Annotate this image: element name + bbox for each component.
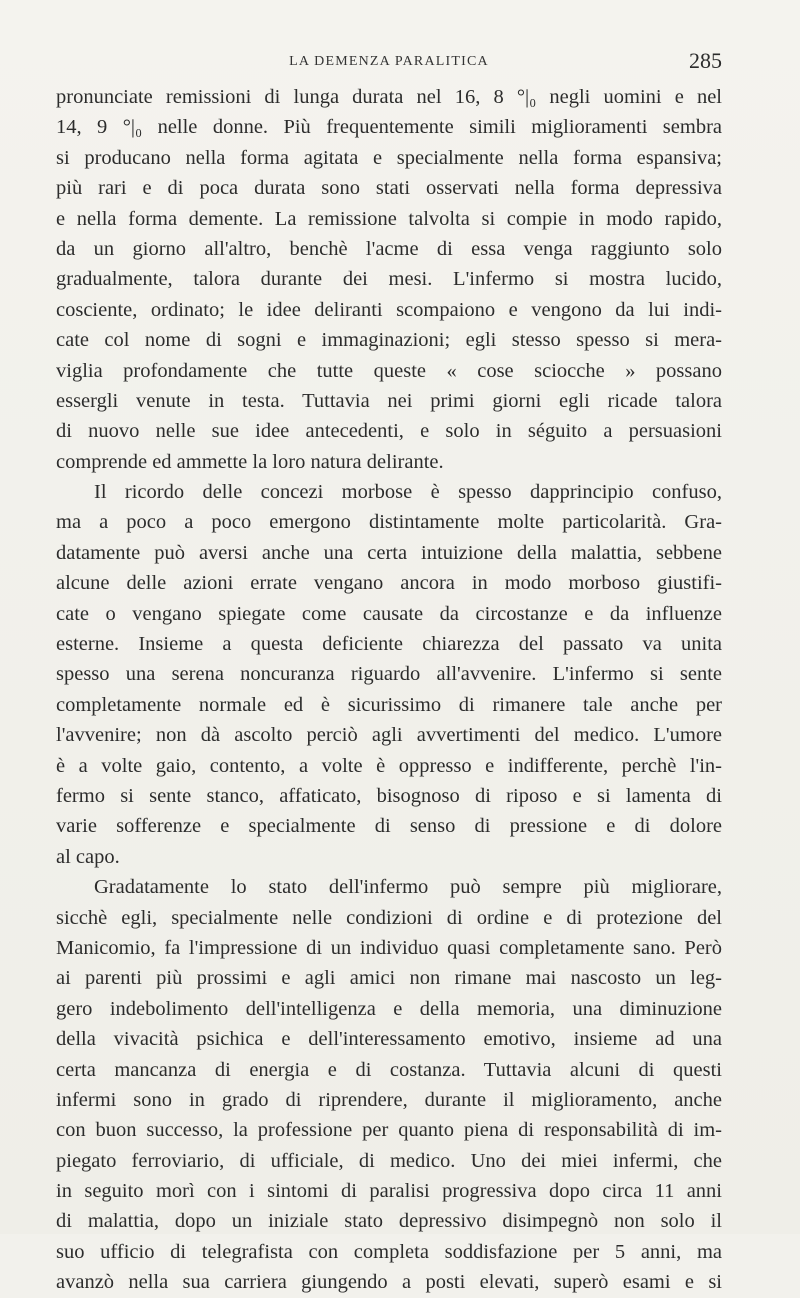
- text-line: si producano nella forma agitata e specialmente nella forma espansiva;: [56, 146, 722, 169]
- text-line: di nuovo nelle sue idee antecedenti, e solo in séguito a persuasioni: [56, 420, 722, 443]
- text-line: alcune delle azioni errate vengano ancora in modo morboso giustifi-: [56, 572, 722, 595]
- text-line: e nella forma demente. La remissione talvolta si compie in modo rapido,: [56, 207, 722, 230]
- text-line: avanzò nella sua carriera giungendo a posti elevati, superò esami e si: [56, 1271, 722, 1294]
- text-line: 14, 9 °|₀ nelle donne. Più frequentemente simili miglioramenti sembra: [56, 116, 722, 139]
- text-line: sicchè egli, specialmente nelle condizioni di ordine e di protezione del: [56, 906, 722, 929]
- text-line: datamente può aversi anche una certa intuizione della malattia, sebbene: [56, 541, 722, 564]
- text-line: cate o vengano spiegate come causate da circostanze e da influenze: [56, 602, 722, 625]
- text-line: essergli venute in testa. Tuttavia nei primi giorni egli ricade talora: [56, 389, 722, 412]
- text-line: l'avvenire; non dà ascolto perciò agli avvertimenti del medico. L'umore: [56, 724, 722, 747]
- text-line: ai parenti più prossimi e agli amici non rimane mai nascosto un leg-: [56, 967, 722, 990]
- text-line: spesso una serena noncuranza riguardo all'avvenire. L'infermo si sente: [56, 663, 722, 686]
- text-line: ma a poco a poco emergono distintamente molte particolarità. Gra-: [56, 511, 722, 534]
- page-number: 285: [689, 48, 722, 73]
- text-line: Il ricordo delle concezi morbose è spesso dapprincipio confuso,: [94, 481, 722, 504]
- text-line: più rari e di poca durata sono stati osservati nella forma depressiva: [56, 177, 722, 200]
- text-line: certa mancanza di energia e di costanza. Tuttavia alcuni di questi: [56, 1058, 722, 1081]
- text-line: gradualmente, talora durante dei mesi. L'infermo si mostra lucido,: [56, 268, 722, 291]
- text-line: suo ufficio di telegrafista con completa soddisfazione per 5 anni, ma: [56, 1240, 722, 1263]
- text-line: viglia profondamente che tutte queste « cose sciocche » possano: [56, 359, 722, 382]
- running-head: [56, 48, 722, 78]
- text-line: da un giorno all'altro, benchè l'acme di essa venga raggiunto solo: [56, 237, 722, 260]
- text-line: cate col nome di sogni e immaginazioni; egli stesso spesso si mera-: [56, 329, 722, 352]
- text-line: esterne. Insieme a questa deficiente chiarezza del passato va unita: [56, 633, 722, 656]
- text-line: in seguito morì con i sintomi di paralisi progressiva dopo circa 11 anni: [56, 1180, 722, 1203]
- text-line: della vivacità psichica e dell'interessamento emotivo, insieme ad una: [56, 1028, 722, 1051]
- text-line: completamente normale ed è sicurissimo di rimanere tale anche per: [56, 693, 722, 716]
- text-line: Gradatamente lo stato dell'infermo può sempre più migliorare,: [94, 876, 722, 899]
- running-title: LA DEMENZA PARALITICA: [289, 54, 489, 69]
- text-line: di malattia, dopo un iniziale stato depressivo disimpegnò non solo il: [56, 1210, 722, 1233]
- text-line: comprende ed ammette la loro natura delirante.: [56, 450, 444, 473]
- text-line: Manicomio, fa l'impressione di un individuo quasi completamente sano. Però: [56, 936, 722, 959]
- text-line: gero indebolimento dell'intelligenza e della memoria, una diminuzione: [56, 997, 722, 1020]
- text-line: fermo si sente stanco, affaticato, bisognoso di riposo e si lamenta di: [56, 784, 722, 807]
- text-line: varie sofferenze e specialmente di senso di pressione e di dolore: [56, 815, 722, 838]
- text-line: piegato ferroviario, di ufficiale, di medico. Uno dei miei infermi, che: [56, 1149, 722, 1172]
- text-line: è a volte gaio, contento, a volte è oppresso e indifferente, perchè l'in-: [56, 754, 722, 777]
- body-text: [56, 82, 722, 1298]
- text-line: con buon successo, la professione per quanto piena di responsabilità di im-: [56, 1119, 722, 1142]
- text-line: infermi sono in grado di riprendere, durante il miglioramento, anche: [56, 1088, 722, 1111]
- text-line: pronunciate remissioni di lunga durata nel 16, 8 °|₀ negli uomini e nel: [56, 86, 722, 108]
- text-line: al capo.: [56, 845, 120, 868]
- text-line: cosciente, ordinato; le idee deliranti scompaiono e vengono da lui indi-: [56, 298, 722, 321]
